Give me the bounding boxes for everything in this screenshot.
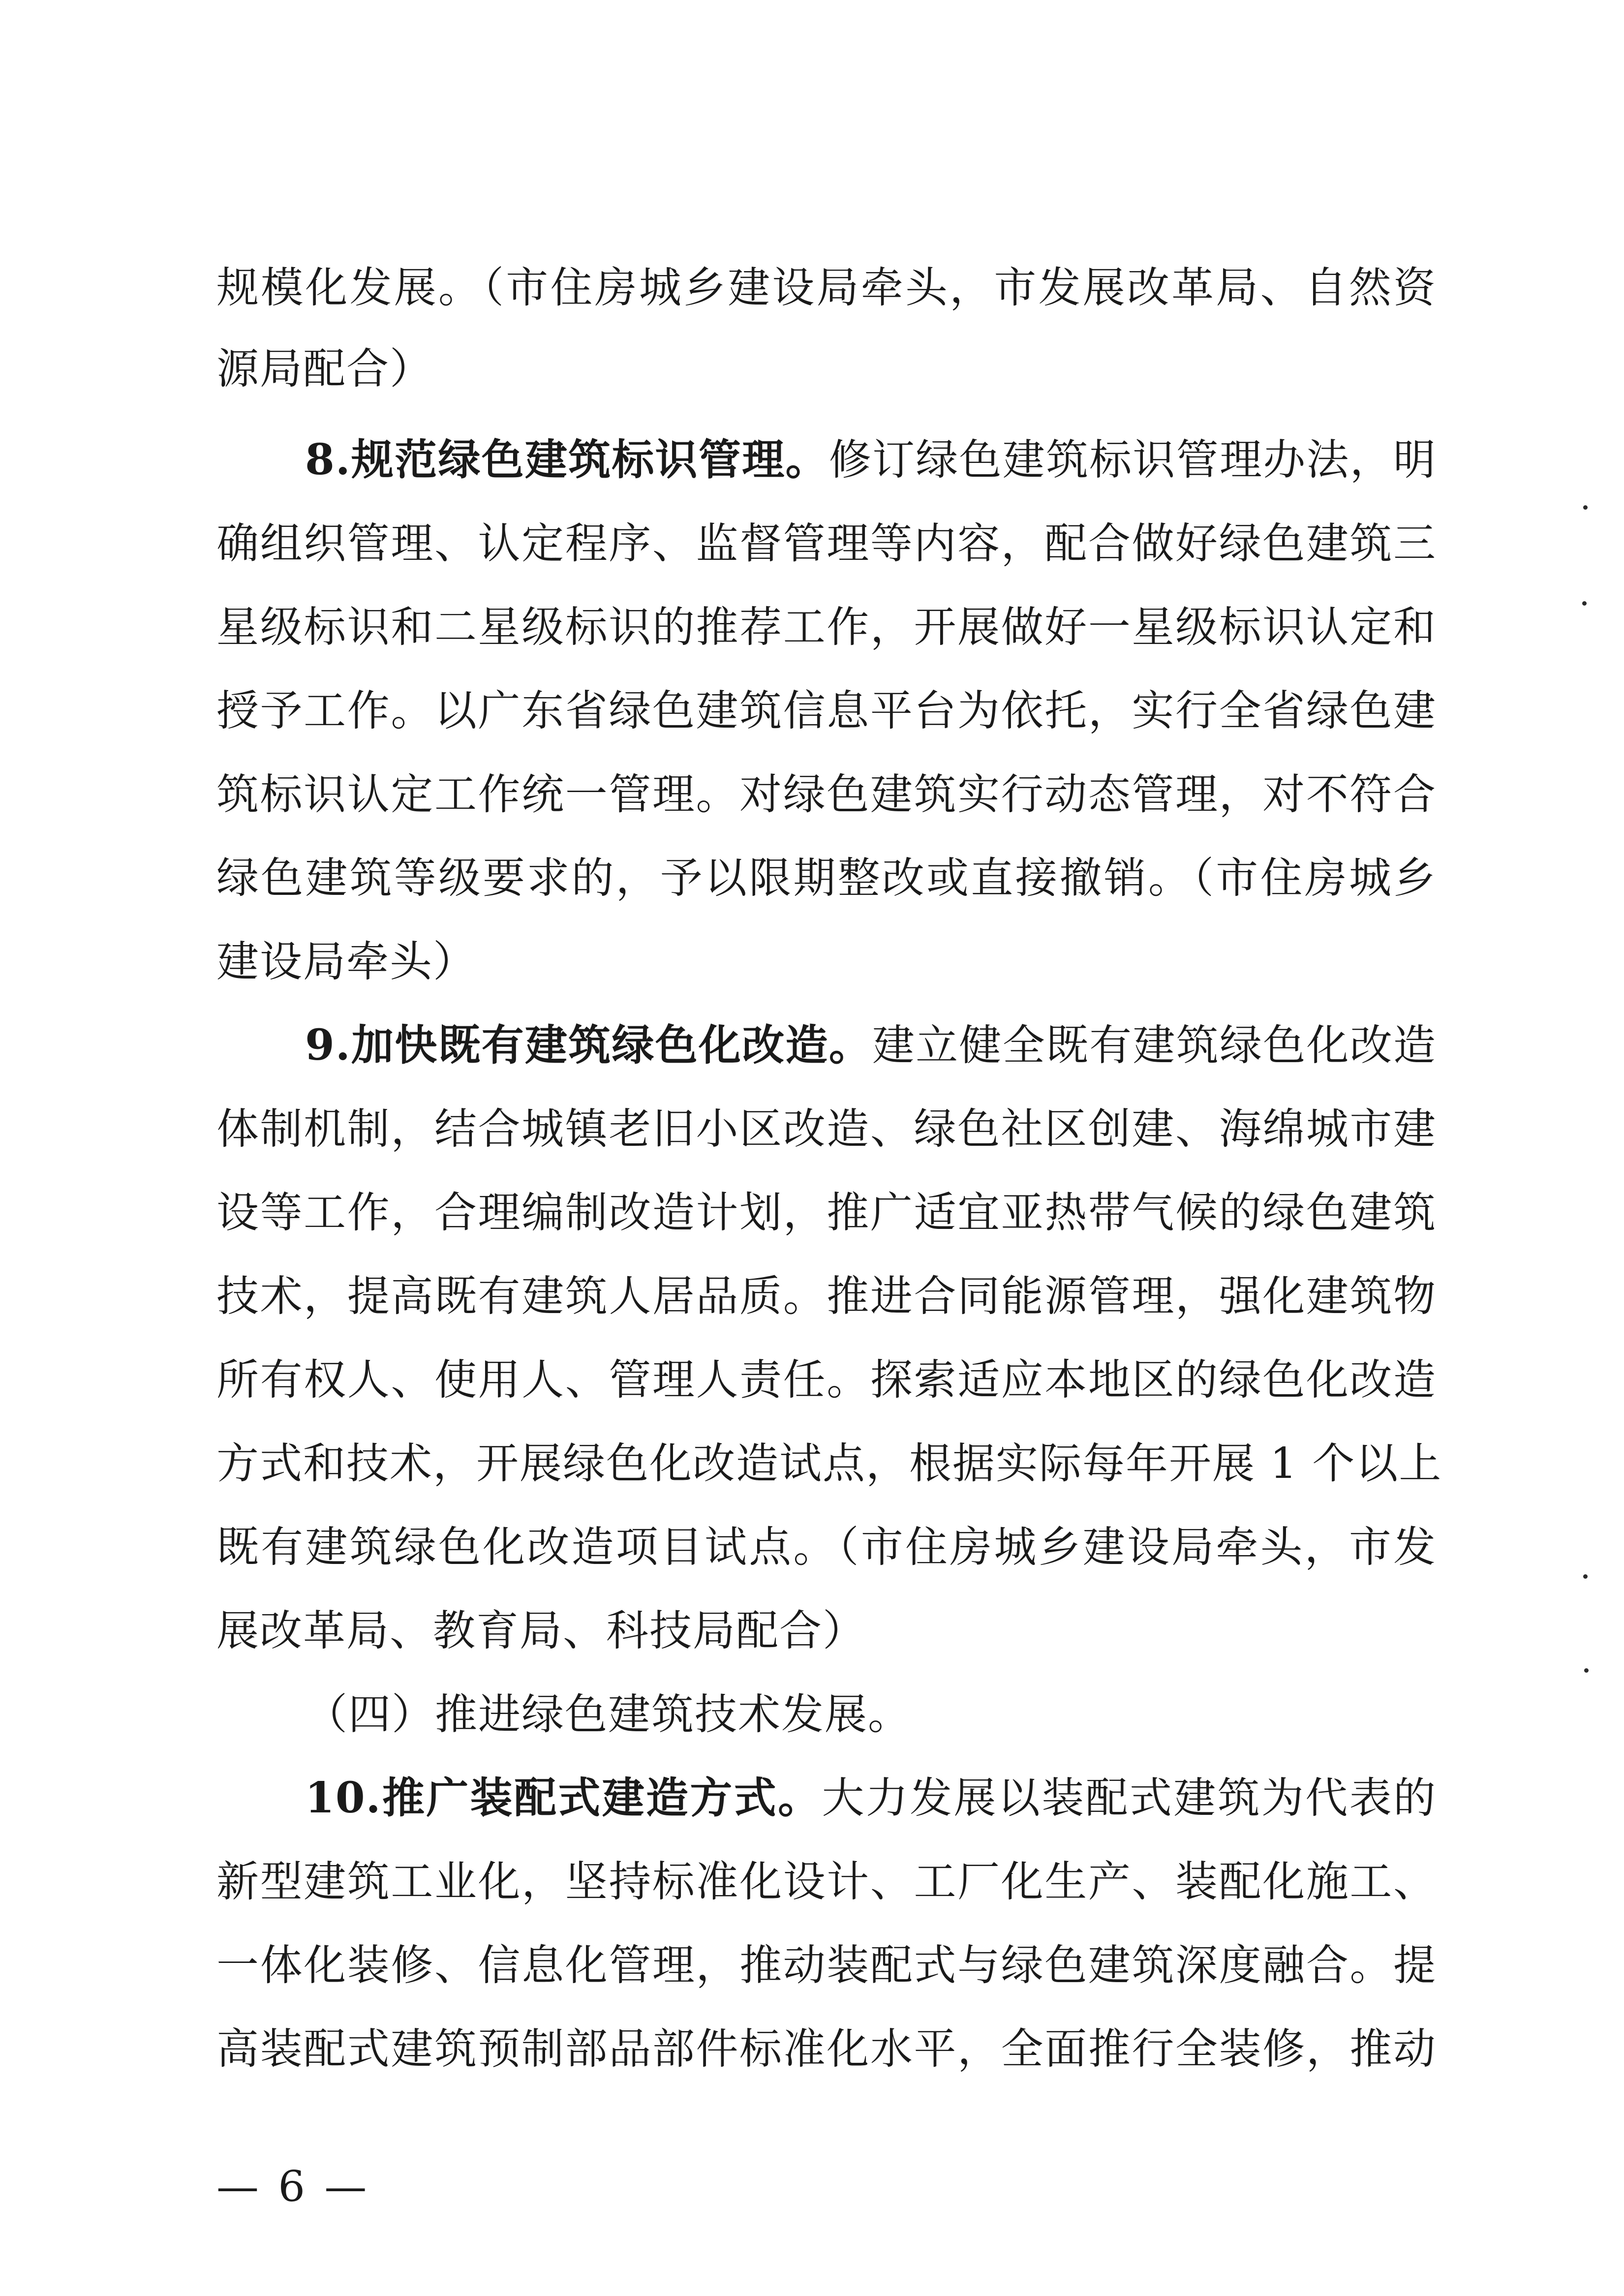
section-four-heading: （四）推进绿色建筑技术发展。	[305, 1690, 911, 1739]
paragraph-line: 绿色建筑等级要求的，予以限期整改或直接撤销。（市住房城乡	[216, 854, 1437, 903]
paragraph-line: 建设局牵头）	[216, 937, 476, 986]
paragraph-line: 新型建筑工业化，坚持标准化设计、工厂化生产、装配化施工、	[216, 1857, 1437, 1906]
paragraph-line: 方式和技术，开展绿色化改造试点，根据实际每年开展 1 个以上	[216, 1439, 1442, 1488]
paragraph-line: 技术，提高既有建筑人居品质。推进合同能源管理，强化建筑物	[216, 1272, 1437, 1321]
paragraph-line: 所有权人、使用人、管理人责任。探索适应本地区的绿色化改造	[216, 1355, 1437, 1405]
item-8-heading: 8.规范绿色建筑标识管理。	[305, 435, 829, 485]
paragraph-line: 展改革局、教育局、科技局配合）	[216, 1606, 866, 1655]
paragraph-line: 星级标识和二星级标识的推荐工作，开展做好一星级标识认定和	[216, 603, 1437, 652]
paragraph-line: 规模化发展。（市住房城乡建设局牵头，市发展改革局、自然资	[216, 263, 1437, 312]
item-10-heading: 10.推广装配式建造方式。	[305, 1773, 822, 1823]
paragraph-line: 既有建筑绿色化改造项目试点。（市住房城乡建设局牵头，市发	[216, 1523, 1437, 1572]
paragraph-line: 体制机制，结合城镇老旧小区改造、绿色社区创建、海绵城市建	[216, 1104, 1437, 1154]
paragraph-line: 高装配式建筑预制部品部件标准化水平，全面推行全装修，推动	[216, 2024, 1437, 2074]
paragraph-line: 筑标识认定工作统一管理。对绿色建筑实行动态管理，对不符合	[216, 770, 1437, 819]
paragraph-line: 一体化装修、信息化管理，推动装配式与绿色建筑深度融合。提	[216, 1941, 1437, 1990]
binding-hole-mark	[1583, 1574, 1588, 1579]
item-9-line: 9.加快既有建筑绿色化改造。建立健全既有建筑绿色化改造	[305, 1020, 1437, 1070]
item-10-line: 10.推广装配式建造方式。大力发展以装配式建筑为代表的	[305, 1773, 1437, 1823]
binding-hole-mark	[1582, 601, 1587, 606]
paragraph-line: 源局配合）	[216, 344, 433, 394]
binding-hole-mark	[1584, 1668, 1589, 1673]
item-8-line: 8.规范绿色建筑标识管理。修订绿色建筑标识管理办法，明	[305, 435, 1437, 485]
binding-hole-mark	[1583, 505, 1588, 510]
item-9-heading: 9.加快既有建筑绿色化改造。	[305, 1020, 873, 1070]
paragraph-line: 设等工作，合理编制改造计划，推广适宜亚热带气候的绿色建筑	[216, 1188, 1437, 1237]
paragraph-line: 授予工作。以广东省绿色建筑信息平台为依托，实行全省绿色建	[216, 686, 1437, 735]
paragraph-line: 确组织管理、认定程序、监督管理等内容，配合做好绿色建筑三	[216, 519, 1437, 568]
page-number: — 6 —	[216, 2162, 370, 2211]
